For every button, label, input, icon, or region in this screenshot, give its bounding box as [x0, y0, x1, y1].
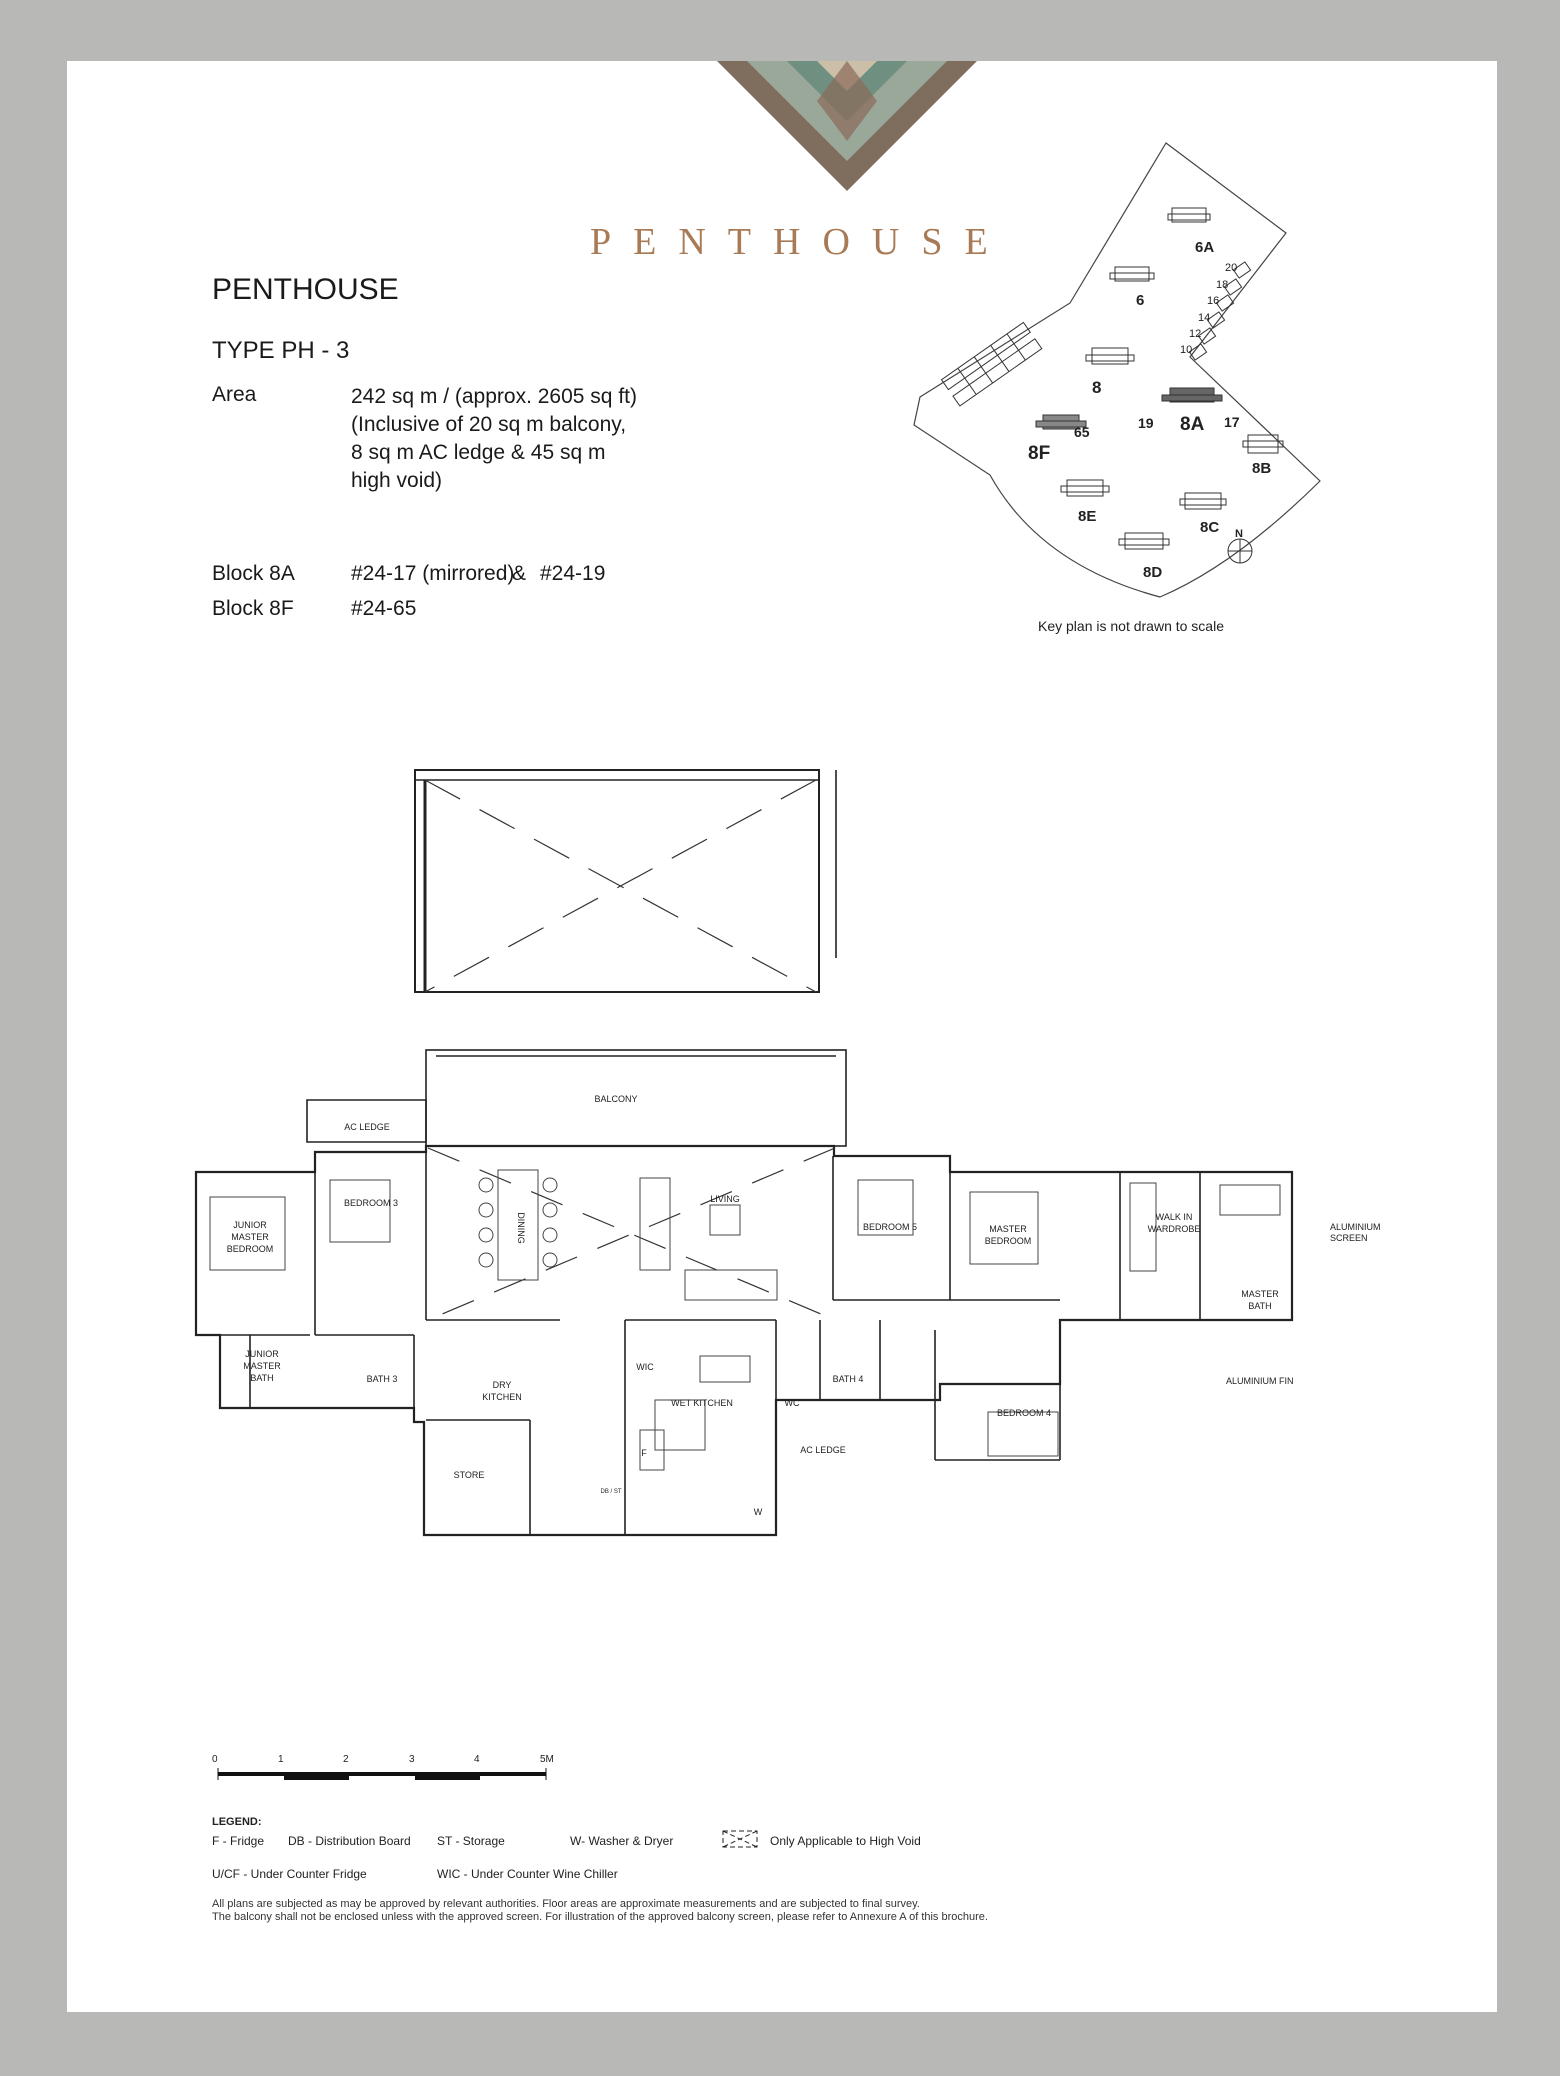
room-label-store: STORE [453, 1470, 485, 1480]
room-label-junior-master-bath: JUNIOR [245, 1349, 279, 1359]
room-label-dining: DINING [516, 1212, 526, 1244]
block-f-label: Block 8F [212, 597, 294, 620]
keyplan-unit-number: 20 [1225, 262, 1238, 274]
legend-item: ST - Storage [437, 1834, 505, 1848]
room-label-bedroom-5: BEDROOM 5 [862, 1222, 918, 1232]
label-fridge: F [641, 1448, 647, 1458]
area-label: Area [212, 383, 257, 406]
keyplan-block-label: 8E [1078, 508, 1097, 525]
room-label-bedroom-4: BEDROOM 4 [996, 1408, 1052, 1418]
scale-tick: 2 [343, 1754, 349, 1765]
keyplan-block-label: 8D [1143, 564, 1163, 581]
area-line: 8 sq m AC ledge & 45 sq m [351, 441, 606, 464]
room-label-junior-master-bath: MASTER [243, 1361, 281, 1371]
scale-tick: 5M [540, 1754, 554, 1765]
legend-item: Only Applicable to High Void [770, 1834, 921, 1848]
room-label-master-bedroom: MASTER [989, 1224, 1027, 1234]
room-label-dry-kitchen: KITCHEN [482, 1392, 522, 1402]
room-label-bath-3: BATH 3 [366, 1374, 398, 1384]
room-label-bedroom-3: BEDROOM 3 [343, 1198, 399, 1208]
keyplan-unit-number: 14 [1198, 312, 1211, 324]
north-label: N [1235, 528, 1243, 540]
legend-item: U/CF - Under Counter Fridge [212, 1867, 367, 1881]
room-label-balcony: BALCONY [594, 1094, 638, 1104]
unit-heading: PENTHOUSE [212, 273, 399, 306]
keyplan-note: Key plan is not drawn to scale [1038, 618, 1224, 634]
floor-plan [180, 760, 1410, 1540]
block-a-amp: & [512, 562, 527, 585]
room-label-master-bath: MASTER [1241, 1289, 1279, 1299]
legend-item: W- Washer & Dryer [570, 1834, 674, 1848]
label-aluminium-fin: ALUMINIUM FIN [1226, 1376, 1294, 1386]
room-label-master-bath: BATH [1248, 1301, 1272, 1311]
scale-tick: 1 [278, 1754, 284, 1765]
keyplan-block-label: 8A [1180, 414, 1205, 435]
room-label-junior-master: BEDROOM [226, 1244, 274, 1254]
disclaimer-line: All plans are subjected as may be approved by relevant authorities. Floor areas are approximate measurements and are subjected to final survey. [212, 1898, 920, 1910]
keyplan-unit-number: 65 [1074, 424, 1090, 440]
legend-title: LEGEND: [212, 1816, 262, 1828]
keyplan-block-label: 8C [1200, 519, 1220, 536]
keyplan-unit-number: 17 [1224, 414, 1240, 430]
legend-item: DB - Distribution Board [288, 1834, 411, 1848]
room-label-junior-master: MASTER [231, 1232, 269, 1242]
block-a-label: Block 8A [212, 562, 295, 585]
keyplan-block-label: 6 [1136, 292, 1145, 309]
room-label-master-bedroom: BEDROOM [984, 1236, 1032, 1246]
label-aluminium-screen: SCREEN [1330, 1233, 1368, 1243]
keyplan-unit-number: 18 [1216, 279, 1229, 291]
keyplan-unit-number: 10 [1180, 344, 1193, 356]
legend-item: F - Fridge [212, 1834, 265, 1848]
keyplan-unit-number: 19 [1138, 415, 1154, 431]
room-label-wet-kitchen: WET KITCHEN [671, 1398, 733, 1408]
room-label-dry-kitchen: DRY [492, 1380, 512, 1390]
block-f-units: #24-65 [351, 597, 417, 620]
legend-item: WIC - Under Counter Wine Chiller [437, 1867, 618, 1881]
keyplan-block-label: 6A [1195, 239, 1215, 256]
room-label-junior-master-bath: BATH [250, 1373, 274, 1383]
room-label-ac-ledge-2: AC LEDGE [800, 1445, 846, 1455]
area-line: (Inclusive of 20 sq m balcony, [351, 413, 627, 436]
page-headline: PENTHOUSE [590, 221, 1010, 263]
label-db-st: DB / ST [600, 1489, 622, 1495]
disclaimer-line: The balcony shall not be enclosed unless with the approved screen. For illustration of the approved balcony screen, please refer to Annexure A of this brochure. [212, 1911, 988, 1923]
area-line: 242 sq m / (approx. 2605 sq ft) [351, 385, 637, 408]
key-plan [900, 135, 1340, 635]
room-label-living: LIVING [710, 1194, 740, 1204]
room-label-wc: WC [784, 1398, 800, 1408]
area-line: high void) [351, 469, 443, 492]
label-wic: WIC [636, 1362, 654, 1372]
block-a-units: #24-17 (mirrored) [351, 562, 515, 585]
scale-tick: 0 [212, 1754, 218, 1765]
unit-type: TYPE PH - 3 [212, 337, 350, 364]
keyplan-unit-number: 12 [1189, 328, 1202, 340]
scale-tick: 3 [409, 1754, 415, 1765]
room-label-ac-ledge: AC LEDGE [344, 1122, 390, 1132]
room-label-junior-master: JUNIOR [233, 1220, 267, 1230]
high-void-symbol [722, 1830, 758, 1848]
room-label-bath-4: BATH 4 [832, 1374, 864, 1384]
keyplan-block-label: 8B [1252, 460, 1272, 477]
block-a-unit2: #24-19 [540, 562, 606, 585]
keyplan-unit-number: 16 [1207, 295, 1220, 307]
area-values [351, 383, 637, 495]
room-label-walk-in: WALK IN [1155, 1212, 1193, 1222]
room-label-walk-in: WARDROBE [1147, 1224, 1201, 1234]
label-aluminium-screen: ALUMINIUM [1330, 1222, 1381, 1232]
keyplan-block-label: 8 [1092, 378, 1102, 397]
scale-bar [212, 1752, 572, 1792]
keyplan-block-label: 8F [1028, 443, 1051, 464]
scale-tick: 4 [474, 1754, 480, 1765]
label-washer: W [753, 1507, 763, 1517]
